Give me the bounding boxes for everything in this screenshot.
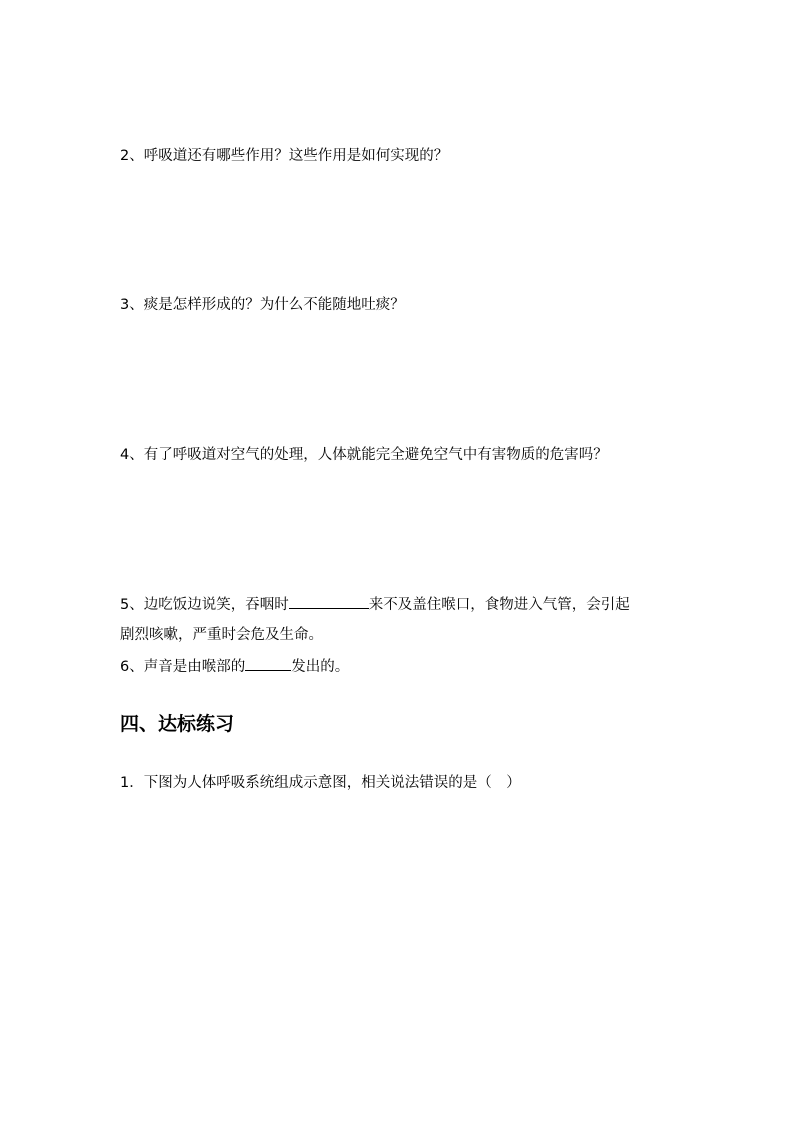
question-6-blank[interactable] <box>245 656 291 671</box>
exercise-item-1 <box>120 773 521 793</box>
section-heading: 四、达标练习 <box>120 713 235 735</box>
question-2 <box>120 146 448 166</box>
exercise-item-1-text: 1．下图为人体呼吸系统组成示意图，相关说法错误的是（ ） <box>120 775 521 791</box>
question-5-text-start: 5、边吃饭边说笑，吞咽时 <box>120 597 289 613</box>
question-6-text-start: 6、声音是由喉部的 <box>120 659 246 675</box>
question-3 <box>120 295 405 315</box>
question-5-line-2: 剧烈咳嗽，严重时会危及生命。 <box>120 627 323 643</box>
question-2-text: 2、呼吸道还有哪些作用？这些作用是如何实现的？ <box>120 148 449 164</box>
question-5 <box>120 594 630 615</box>
question-6-text-end: 发出的。 <box>291 659 350 675</box>
question-5-blank[interactable] <box>289 594 369 609</box>
question-3-text: 3、痰是怎样形成的？为什么不能随地吐痰？ <box>120 297 405 313</box>
question-4-text: 4、有了呼吸道对空气的处理，人体就能完全避免空气中有害物质的危害吗？ <box>120 447 608 463</box>
question-6 <box>120 656 349 677</box>
question-5-continuation <box>120 625 323 645</box>
question-4 <box>120 445 608 465</box>
question-5-text-end: 来不及盖住喉口，食物进入气管，会引起 <box>368 597 630 613</box>
